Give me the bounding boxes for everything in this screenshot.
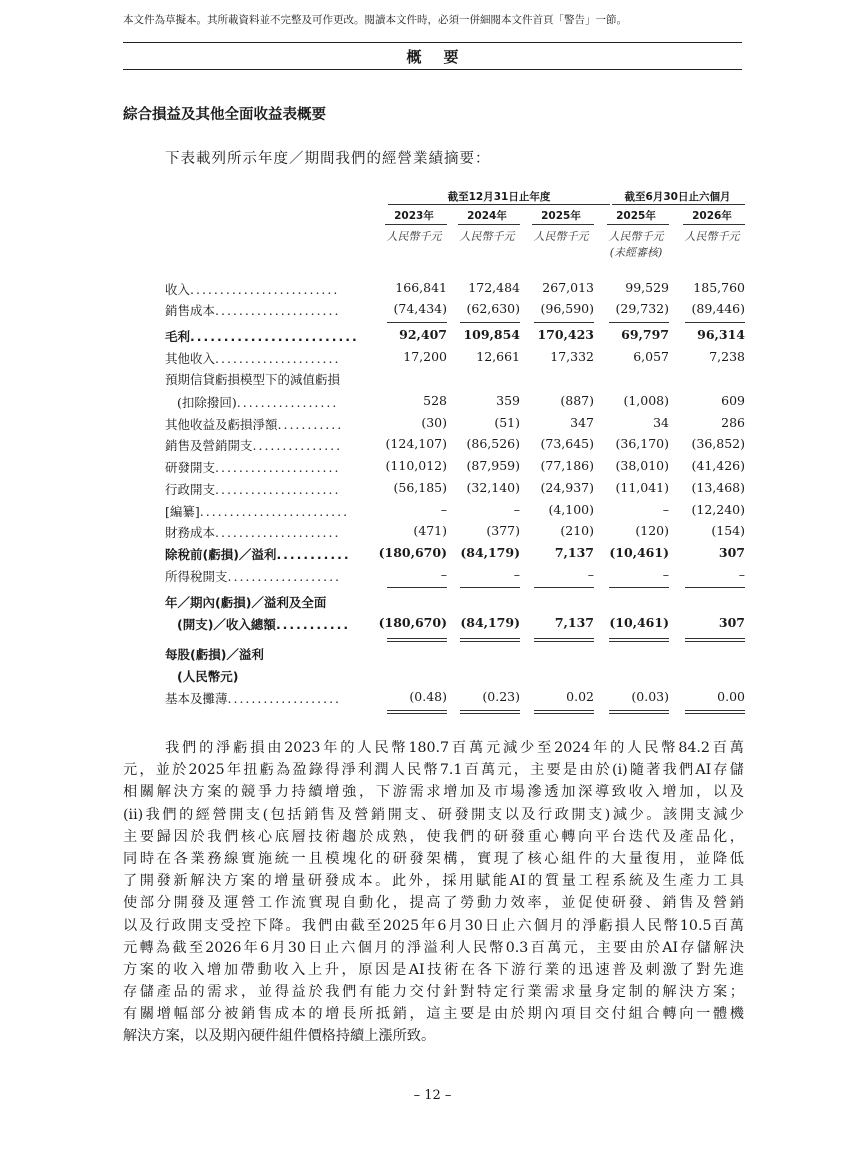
table-cell: (13,468) <box>691 480 745 495</box>
table-cell: 347 <box>570 415 594 430</box>
table-rule <box>387 322 447 323</box>
table-row <box>165 436 745 456</box>
table-cell: (32,140) <box>466 480 520 495</box>
table-rule <box>609 641 669 642</box>
table-cell: (154) <box>711 523 745 538</box>
row-label-text: 行政開支 <box>165 482 216 497</box>
row-label-text: [編纂] <box>165 504 200 519</box>
table-rule <box>609 713 669 714</box>
leader-dots: ......................... <box>190 329 359 344</box>
draft-warning: 本文件為草擬本。其所載資料並不完整及可作更改。閱讀本文件時，必須一併細閱本文件首頁「警告」一節。 <box>123 14 627 26</box>
table-cell: 7,137 <box>554 545 594 560</box>
group-header-annual: 截至12月31日止年度 <box>447 191 551 203</box>
table-row <box>165 327 745 347</box>
table-cell: (62,630) <box>466 301 520 316</box>
table-cell: (86,526) <box>466 436 520 451</box>
leader-dots: ........... <box>276 547 351 562</box>
table-cell: – <box>738 567 745 582</box>
leader-dots: ..................... <box>215 351 341 366</box>
table-cell: 307 <box>718 615 745 630</box>
paragraph-line: 元轉為截至2026年6月30日止六個月的淨溢利人民幣0.3百萬元，主要由於AI存儲解決 <box>123 939 744 956</box>
row-label <box>165 349 340 367</box>
unit-label: 人民幣千元 <box>459 230 515 243</box>
table-cell: 17,332 <box>550 349 594 364</box>
table-cell: – <box>440 567 447 582</box>
table-cell: – <box>440 502 447 517</box>
row-label-text: (扣除撥回) <box>177 395 237 410</box>
table-rule <box>534 641 594 642</box>
table-rule <box>685 710 745 711</box>
table-rule <box>609 322 669 323</box>
row-label <box>165 370 340 388</box>
row-label-text: 除稅前(虧損)／溢利 <box>165 547 277 562</box>
table-cell: (180,670) <box>378 545 447 560</box>
table-cell: 286 <box>721 415 745 430</box>
row-label-text: 所得稅開支 <box>165 569 228 584</box>
table-rule <box>460 322 520 323</box>
table-cell: (36,852) <box>691 436 745 451</box>
row-label <box>165 280 339 298</box>
table-cell: 99,529 <box>625 280 669 295</box>
table-cell: (29,732) <box>615 301 669 316</box>
table-cell: 267,013 <box>542 280 594 295</box>
table-cell: (124,107) <box>385 436 447 451</box>
row-label <box>165 523 340 541</box>
leader-dots: ......................... <box>190 282 340 297</box>
year-header-rule <box>607 224 669 225</box>
table-cell: 359 <box>496 393 520 408</box>
table-cell: (51) <box>494 415 520 430</box>
table-cell: (471) <box>413 523 447 538</box>
row-label-text: 預期信貸虧損模型下的減值虧損 <box>165 372 341 387</box>
group-rule-annual <box>388 204 610 205</box>
table-cell: (377) <box>486 523 520 538</box>
row-label <box>165 327 359 345</box>
header-rule-top <box>123 42 742 43</box>
table-row <box>165 415 745 435</box>
table-cell: 528 <box>423 393 447 408</box>
group-header-interim: 截至6月30日止六個月 <box>624 191 731 203</box>
row-label <box>165 502 349 520</box>
row-label <box>165 301 340 319</box>
table-cell: (41,426) <box>691 458 745 473</box>
paragraph-line: 使部分開發及運營工作流實現自動化，提高了勞動力效率，並促使研發、銷售及營銷 <box>123 895 744 912</box>
table-cell: (887) <box>560 393 594 408</box>
row-label-text: 銷售成本 <box>165 303 216 318</box>
table-cell: 6,057 <box>633 349 669 364</box>
table-rule <box>534 587 594 588</box>
paragraph-line: 了開發新解決方案的增量研發成本。此外，採用賦能AI的質量工程系統及生產力工具 <box>123 873 744 890</box>
table-rule <box>460 713 520 714</box>
table-cell: (4,100) <box>548 502 594 517</box>
paragraph-line: 同時在各業務線實施統一且模塊化的研發架構，實現了核心組件的大量復用，並降低 <box>123 850 744 867</box>
table-rule <box>609 638 669 639</box>
table-cell: 307 <box>718 545 745 560</box>
table-row <box>165 280 745 300</box>
table-cell: 69,797 <box>621 327 669 342</box>
paragraph-line: 相關解決方案的競爭力持續增強，下游需求增加及市場滲透加深導致收入增加，以及 <box>123 784 744 801</box>
table-rule <box>387 710 447 711</box>
table-cell: (24,937) <box>540 480 594 495</box>
leader-dots: ................... <box>227 569 342 584</box>
table-cell: (74,434) <box>393 301 447 316</box>
table-cell: (84,179) <box>460 615 520 630</box>
table-cell: 609 <box>721 393 745 408</box>
unit-label: 人民幣千元 <box>684 230 740 243</box>
table-row <box>165 458 745 478</box>
year-header-rule <box>385 224 447 225</box>
row-label <box>165 458 340 476</box>
leader-dots: ............... <box>252 438 343 453</box>
leader-dots: ................. <box>236 395 339 410</box>
table-rule <box>534 638 594 639</box>
table-rule <box>460 638 520 639</box>
year-header: 2023年 <box>394 210 434 222</box>
table-cell: 92,407 <box>399 327 447 342</box>
leader-dots: ................... <box>227 691 342 706</box>
paragraph-line: (ii)我們的經營開支(包括銷售及營銷開支、研發開支以及行政開支)減少。該開支減少 <box>123 806 744 823</box>
table-cell: – <box>662 567 669 582</box>
unit-label: 人民幣千元 <box>608 230 664 243</box>
leader-dots: ..................... <box>215 525 341 540</box>
table-cell: (11,041) <box>615 480 669 495</box>
table-row <box>165 667 745 687</box>
table-rule <box>460 641 520 642</box>
table-row <box>165 480 745 500</box>
table-row <box>165 523 745 543</box>
table-rule <box>685 713 745 714</box>
row-label <box>165 436 342 454</box>
header-rule-bottom <box>123 69 742 70</box>
section-title: 綜合損益及其他全面收益表概要 <box>123 107 326 123</box>
row-label-text: (開支)／收入總額 <box>177 617 276 632</box>
page-title: 概要 <box>406 48 481 66</box>
table-cell: (38,010) <box>615 458 669 473</box>
paragraph-line: 存儲產品的需求，並得益於我們有能力交付針對特定行業需求量身定制的解決方案； <box>123 984 744 1001</box>
row-label <box>165 593 326 611</box>
leader-dots: ..................... <box>215 482 341 497</box>
paragraph-line: 有關增幅部分被銷售成本的增長所抵銷，這主要是由於期內項目交付組合轉向一體機 <box>123 1006 744 1023</box>
year-header-rule <box>683 224 745 225</box>
row-label <box>165 645 264 663</box>
table-row <box>165 349 745 369</box>
table-cell: 7,238 <box>709 349 745 364</box>
unaudited-label: (未經審核) <box>609 246 663 259</box>
row-label <box>165 415 343 433</box>
row-label <box>177 393 338 411</box>
row-label-text: 財務成本 <box>165 525 216 540</box>
table-cell: (84,179) <box>460 545 520 560</box>
table-cell: (30) <box>421 415 447 430</box>
table-cell: (87,959) <box>466 458 520 473</box>
row-label <box>165 689 341 707</box>
table-cell: – <box>662 502 669 517</box>
table-cell: (180,670) <box>378 615 447 630</box>
row-label-text: 每股(虧損)／溢利 <box>165 647 264 662</box>
row-label-text: 毛利 <box>165 329 191 344</box>
results-discussion <box>123 737 744 1048</box>
row-label-text: 其他收入 <box>165 351 216 366</box>
paragraph-line: 以及行政開支受控下降。我們由截至2025年6月30日止六個月的淨虧損人民幣10.5百萬 <box>123 917 744 934</box>
paragraph-line: 元，並於2025年扭虧為盈錄得淨利潤人民幣7.1百萬元，主要是由於(i)隨著我們AI存儲 <box>123 762 744 779</box>
row-label <box>165 480 340 498</box>
table-rule <box>460 710 520 711</box>
row-label-text: 年／期內(虧損)／溢利及全面 <box>165 595 327 610</box>
table-rule <box>609 587 669 588</box>
table-cell: (110,012) <box>385 458 447 473</box>
table-row <box>165 301 745 321</box>
table-rule <box>685 641 745 642</box>
table-rule <box>685 322 745 323</box>
table-cell: (56,185) <box>393 480 447 495</box>
table-cell: (89,446) <box>691 301 745 316</box>
table-cell: – <box>587 567 594 582</box>
year-header: 2024年 <box>467 210 507 222</box>
table-rule <box>387 713 447 714</box>
table-cell: (0.03) <box>631 689 669 704</box>
table-rule <box>387 641 447 642</box>
table-cell: (36,170) <box>615 436 669 451</box>
table-cell: (12,240) <box>691 502 745 517</box>
paragraph-line: 解決方案，以及期內硬件組件價格持續上漲所致。 <box>123 1028 436 1045</box>
table-cell: 12,661 <box>476 349 520 364</box>
table-cell: 17,200 <box>403 349 447 364</box>
table-cell: 0.02 <box>566 689 594 704</box>
table-row <box>165 615 745 635</box>
table-cell: (10,461) <box>609 615 669 630</box>
row-label <box>177 615 350 633</box>
year-header: 2025年 <box>616 210 656 222</box>
table-row <box>165 689 745 709</box>
leader-dots: ......................... <box>199 504 350 519</box>
table-row <box>165 645 745 665</box>
table-cell: 7,137 <box>554 615 594 630</box>
paragraph-line: 方案的收入增加帶動收入上升，原因是AI技術在各下游行業的迅速普及刺激了對先進 <box>123 961 744 978</box>
unit-label: 人民幣千元 <box>533 230 589 243</box>
table-rule <box>534 713 594 714</box>
table-rule <box>387 587 447 588</box>
row-label-text: 收入 <box>165 282 191 297</box>
table-rule <box>460 587 520 588</box>
table-cell: 34 <box>653 415 669 430</box>
table-cell: 109,854 <box>463 327 520 342</box>
table-cell: (120) <box>635 523 669 538</box>
table-row <box>165 593 745 613</box>
table-cell: (0.23) <box>482 689 520 704</box>
year-header-rule <box>532 224 594 225</box>
table-row <box>165 545 745 565</box>
table-cell: (10,461) <box>609 545 669 560</box>
year-header: 2025年 <box>541 210 581 222</box>
table-cell: (77,186) <box>540 458 594 473</box>
page-number: – 12 – <box>413 1088 452 1103</box>
table-row <box>165 370 745 390</box>
table-cell: (96,590) <box>540 301 594 316</box>
table-row <box>165 393 745 413</box>
table-cell: 185,760 <box>693 280 745 295</box>
table-rule <box>685 587 745 588</box>
table-cell: 96,314 <box>697 327 745 342</box>
year-header: 2026年 <box>692 210 732 222</box>
leader-dots: ..................... <box>215 303 341 318</box>
table-cell: 172,484 <box>468 280 520 295</box>
table-cell: – <box>513 502 520 517</box>
table-cell: (1,008) <box>623 393 669 408</box>
table-rule <box>685 638 745 639</box>
leader-dots: ........... <box>277 417 344 432</box>
table-rule <box>534 322 594 323</box>
row-label-text: (人民幣元) <box>177 669 239 684</box>
row-label-text: 其他收益及虧損淨額 <box>165 417 278 432</box>
leader-dots: ..................... <box>215 460 341 475</box>
paragraph-line: 主要歸因於我們核心底層技術趨於成熟，使我們的研發重心轉向平台迭代及產品化， <box>123 828 744 845</box>
leader-dots: ........... <box>275 617 351 632</box>
table-cell: – <box>513 567 520 582</box>
paragraph-line: 我們的淨虧損由2023年的人民幣180.7百萬元減少至2024年的人民幣84.2百萬 <box>165 740 744 756</box>
row-label <box>177 667 238 685</box>
intro-text: 下表載列所示年度／期間我們的經營業績摘要： <box>165 151 491 167</box>
table-rule <box>534 710 594 711</box>
unit-label: 人民幣千元 <box>386 230 442 243</box>
table-row <box>165 502 745 522</box>
row-label-text: 研發開支 <box>165 460 216 475</box>
table-rule <box>387 638 447 639</box>
table-cell: 0.00 <box>717 689 745 704</box>
year-header-rule <box>458 224 520 225</box>
row-label <box>165 567 341 585</box>
table-cell: (210) <box>560 523 594 538</box>
row-label <box>165 545 351 563</box>
row-label-text: 銷售及營銷開支 <box>165 438 253 453</box>
table-cell: (73,645) <box>540 436 594 451</box>
table-cell: (0.48) <box>409 689 447 704</box>
table-cell: 166,841 <box>395 280 447 295</box>
row-label-text: 基本及攤薄 <box>165 691 228 706</box>
group-rule-interim <box>612 204 745 205</box>
table-cell: 170,423 <box>537 327 594 342</box>
table-row <box>165 567 745 587</box>
table-rule <box>609 710 669 711</box>
